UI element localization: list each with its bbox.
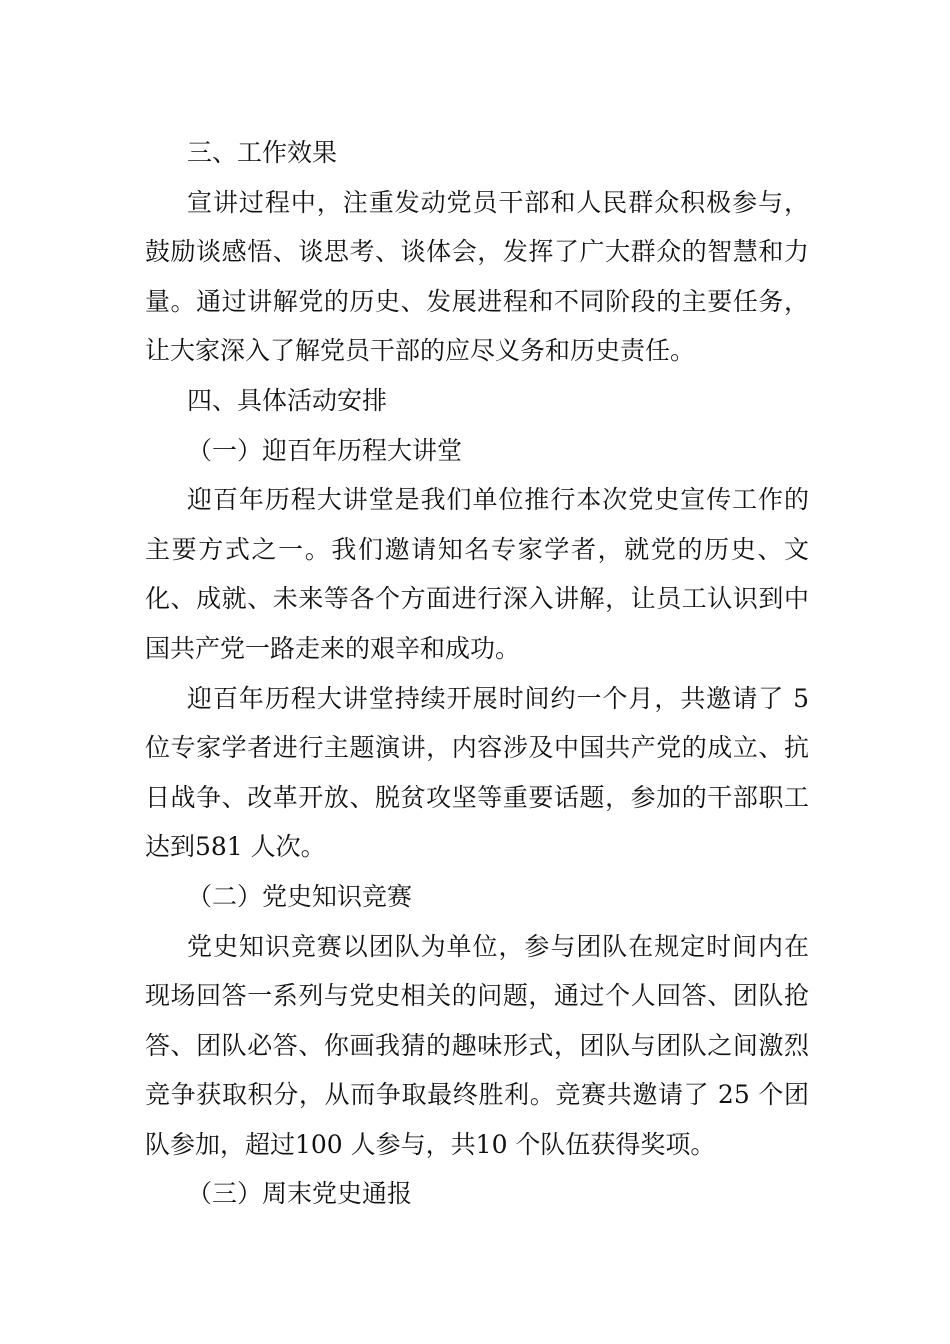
subsection-heading-lecture-hall: （一）迎百年历程大讲堂 [187,435,463,465]
subsection-heading-knowledge-contest: （二）党史知识竞赛 [187,881,413,911]
document-body [145,128,809,1219]
paragraph-work-results: 宣讲过程中，注重发动党员干部和人民群众积极参与，鼓励谈感悟、谈思考、谈体会，发挥了广大群众的智慧和力量。通过讲解党的历史、发展进程和不同阶段的主要任务，让大家深入了解党员干部的应尽义务和历史责任。 [145,187,809,366]
section-heading-work-results: 三、工作效果 [187,138,338,167]
paragraph-knowledge-contest: 党史知识竞赛以团队为单位，参与团队在规定时间内在现场回答一系列与党史相关的问题，通过个人回答、团队抢答、团队必答、你画我猜的趣味形式，团队与团队之间激烈竞争获取积分，从而争取最终胜利。竞赛共邀请了 25 个团队参加，超过100 人参与，共10 个队伍获得奖项。 [145,931,809,1159]
subsection-heading-weekend-bulletin: （三）周末党史通报 [187,1179,413,1209]
section-heading-activity-arrangements: 四、具体活动安排 [187,385,388,415]
paragraph-lecture-hall-details: 迎百年历程大讲堂持续开展时间约一个月，共邀请了 5 位专家学者进行主题演讲，内容涉及中国共产党的成立、抗日战争、改革开放、脱贫攻坚等重要话题，参加的干部职工达到581 人次。 [145,683,809,862]
paragraph-lecture-hall-intro: 迎百年历程大讲堂是我们单位推行本次党史宣传工作的主要方式之一。我们邀请知名专家学者，就党的历史、文化、成就、未来等各个方面进行深入讲解，让员工认识到中国共产党一路走来的艰辛和成功。 [145,485,809,663]
